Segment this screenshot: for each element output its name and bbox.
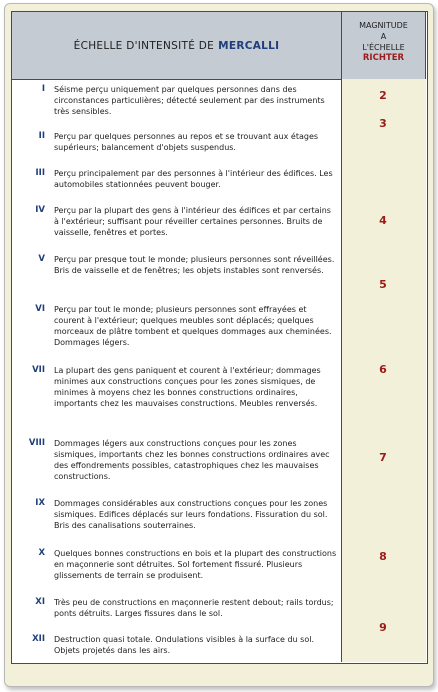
intensity-numeral-xii: XII (32, 634, 45, 644)
intensity-numeral-iii: III (35, 168, 45, 178)
intensity-description-xii: Destruction quasi totale. Ondulations visibles à la surface du sol. Objets projetés dans les airs. (54, 635, 314, 655)
intensity-numeral-ii: II (38, 131, 45, 141)
intensity-description-iv: Perçu par la plupart des gens à l'intérieur des édifices et par certains à l'extérieur; suffisant pour réveiller certaines personnes. Bruits de vaisselle, fenêtres et portes. (54, 206, 331, 237)
mercalli-header-title: ÉCHELLE D'INTENSITÉ DE (73, 39, 215, 52)
richter-magnitude-7: 7 (379, 451, 387, 464)
richter-header-line1: MAGNITUDE (359, 21, 408, 30)
richter-magnitude-4: 4 (379, 214, 387, 227)
intensity-description-vii: La plupart des gens paniquent et courent à l'extérieur; dommages minimes aux constructions conçues pour les zones sismiques, de minimes à moyens chez les bonnes constructions ordinaires, importants chez les mauvaises constructions. Meubles renversés. (54, 366, 321, 408)
intensity-description-v: Perçu par presque tout le monde; plusieurs personnes sont réveillées. Bris de vaisselle et de fenêtres; les objets instables sont renversés. (54, 255, 335, 275)
richter-header-line3: L'ÉCHELLE (362, 43, 405, 52)
intensity-numeral-viii: VIII (28, 438, 45, 448)
intensity-numeral-v: V (38, 254, 45, 264)
richter-header-line4: RICHTER (362, 53, 405, 63)
intensity-description-ii: Perçu par quelques personnes au repos et se trouvant aux étages supérieurs; balancement d'objets suspendus. (54, 132, 319, 152)
richter-magnitude-2: 2 (379, 89, 387, 102)
richter-magnitude-8: 8 (379, 550, 387, 563)
intensity-description-x: Quelques bonnes constructions en bois et la plupart des constructions en maçonnerie sont détruites. Sol fortement fissuré. Plusieurs glissements de terrain se produisent. (54, 549, 337, 580)
mercalli-header-highlight: MERCALLI (218, 39, 280, 52)
richter-header-line2: A (380, 32, 387, 41)
intensity-description-viii: Dommages légers aux constructions conçues pour les zones sismiques, importants chez les bonnes constructions ordinaires avec des effondrements possibles, catastrophiques chez les mauvaises constructions. (54, 439, 330, 481)
intensity-numeral-vi: VI (35, 304, 45, 314)
intensity-numeral-iv: IV (35, 205, 45, 215)
mercalli-header (11, 11, 342, 80)
richter-magnitude-6: 6 (379, 363, 387, 376)
richter-header (341, 11, 426, 80)
richter-magnitude-5: 5 (379, 278, 387, 291)
intensity-description-vi: Perçu par tout le monde; plusieurs personnes sont effrayées et courent à l'extérieur; quelques meubles sont déplacés; quelques morceaux de plâtre tombent et quelques dommages aux cheminées. Dommages légers. (54, 305, 332, 347)
intensity-numeral-xi: XI (35, 597, 45, 607)
intensity-numeral-vii: VII (32, 365, 45, 375)
intensity-numeral-x: X (38, 548, 45, 558)
intensity-description-iii: Perçu principalement par des personnes à l'intérieur des édifices. Les automobiles stationnées peuvent bouger. (54, 169, 333, 189)
intensity-description-i: Séisme perçu uniquement par quelques personnes dans des circonstances particulières; détecté seulement par des instruments très sensibles. (54, 85, 325, 116)
richter-magnitude-3: 3 (379, 117, 387, 130)
intensity-numeral-i: I (41, 84, 45, 94)
intensity-description-ix: Dommages considérables aux constructions conçues pour les zones sismiques. Edifices déplacés sur leurs fondations. Fissuration du sol. Bris des canalisations souterraines. (54, 499, 328, 530)
richter-magnitude-9: 9 (379, 621, 387, 634)
intensity-description-xi: Très peu de constructions en maçonnerie restent debout; rails tordus; ponts détruits. Larges fissures dans le sol. (54, 598, 334, 618)
intensity-numeral-ix: IX (35, 498, 45, 508)
